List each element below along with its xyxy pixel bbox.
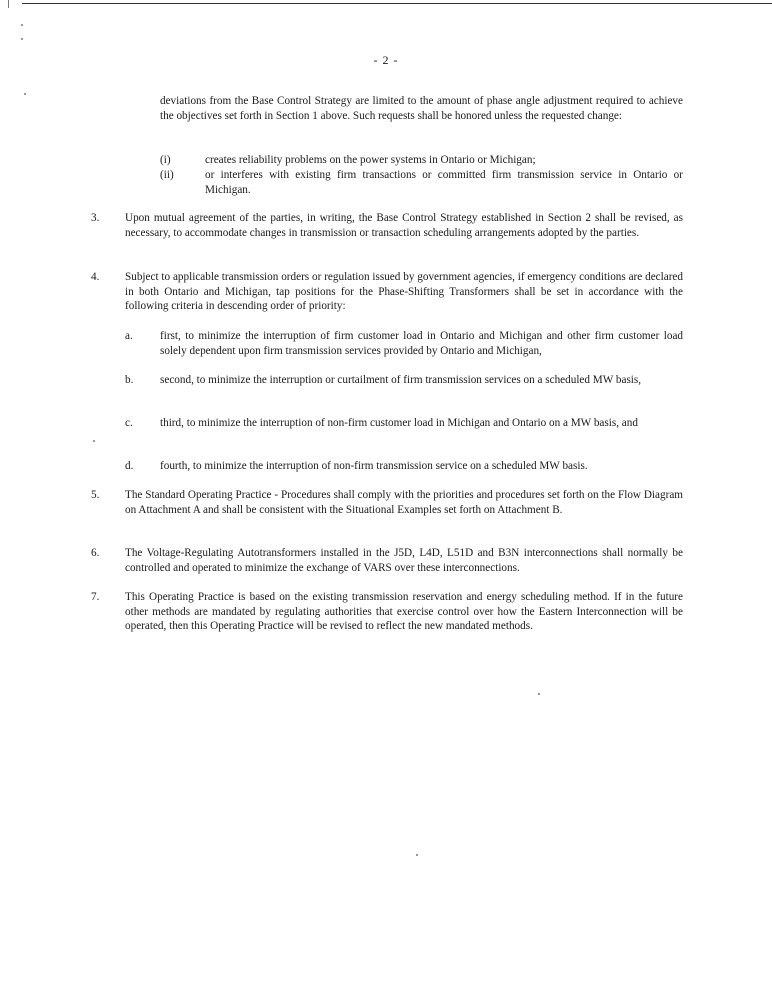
scan-speck	[21, 24, 23, 26]
item-number: 5.	[91, 489, 100, 501]
item-number: 4.	[91, 271, 100, 283]
page-number: - 2 -	[373, 53, 399, 67]
condition-text: or interferes with existing firm transactions or committed firm transmission service in Ontario or Michigan.	[205, 169, 683, 196]
condition-number: (ii)	[160, 169, 174, 181]
scan-speck	[21, 38, 23, 40]
condition-number: (i)	[160, 154, 171, 166]
criterion-text: fourth, to minimize the interruption of non-firm transmission service on a scheduled MW basis.	[160, 460, 588, 472]
continuation-paragraph: deviations from the Base Control Strategy are limited to the amount of phase angle adjustment required to achieve the objectives set forth in Section 1 above. Such requests shall be honored unless the requested change:	[160, 95, 683, 122]
item-text: The Voltage-Regulating Autotransformers installed in the J5D, L4D, L51D and B3N interconnections shall normally be controlled and operated to minimize the exchange of VARS over these interconnections.	[125, 547, 683, 574]
margin-mark	[8, 0, 9, 8]
item-number: 6.	[91, 547, 100, 559]
item-number: 3.	[91, 212, 100, 224]
scan-speck	[416, 854, 418, 856]
item-text: The Standard Operating Practice - Procedures shall comply with the priorities and procedures set forth on the Flow Diagram on Attachment A and shall be consistent with the Situational Examples set forth on Attachment B.	[125, 489, 683, 516]
scan-speck	[93, 440, 95, 442]
condition-text: creates reliability problems on the power systems in Ontario or Michigan;	[205, 154, 536, 166]
criterion-text: first, to minimize the interruption of firm customer load in Ontario and Michigan and other firm customer load solely dependent upon firm transmission services provided by Ontario and Michigan,	[160, 330, 683, 357]
criterion-text: second, to minimize the interruption or curtailment of firm transmission services on a scheduled MW basis,	[160, 374, 642, 386]
scan-speck	[24, 93, 26, 95]
criterion-letter: a.	[125, 330, 133, 342]
criterion-text: third, to minimize the interruption of non-firm customer load in Michigan and Ontario on a MW basis, and	[160, 417, 638, 429]
scan-speck	[538, 693, 540, 695]
item-text: Upon mutual agreement of the parties, in writing, the Base Control Strategy established in Section 2 shall be revised, as necessary, to accommodate changes in transmission or transaction scheduling arrangements adopted by the parties.	[125, 212, 683, 239]
criterion-letter: b.	[125, 374, 134, 386]
criterion-letter: d.	[125, 460, 134, 472]
item-number: 7.	[91, 591, 100, 603]
item-text: Subject to applicable transmission orders or regulation issued by government agencies, if emergency conditions are declared in both Ontario and Michigan, tap positions for the Phase-Shifting Transformers shall be set in accordance with the following criteria in descending order of priority:	[125, 271, 683, 313]
criterion-letter: c.	[125, 417, 133, 429]
item-text: This Operating Practice is based on the existing transmission reservation and energy scheduling method. If in the future other methods are mandated by regulating authorities that exercise control over how the Eastern Interconnection will be operated, then this Operating Practice will be revised to reflect the new mandated methods.	[125, 591, 683, 633]
top-border-line	[22, 3, 772, 4]
